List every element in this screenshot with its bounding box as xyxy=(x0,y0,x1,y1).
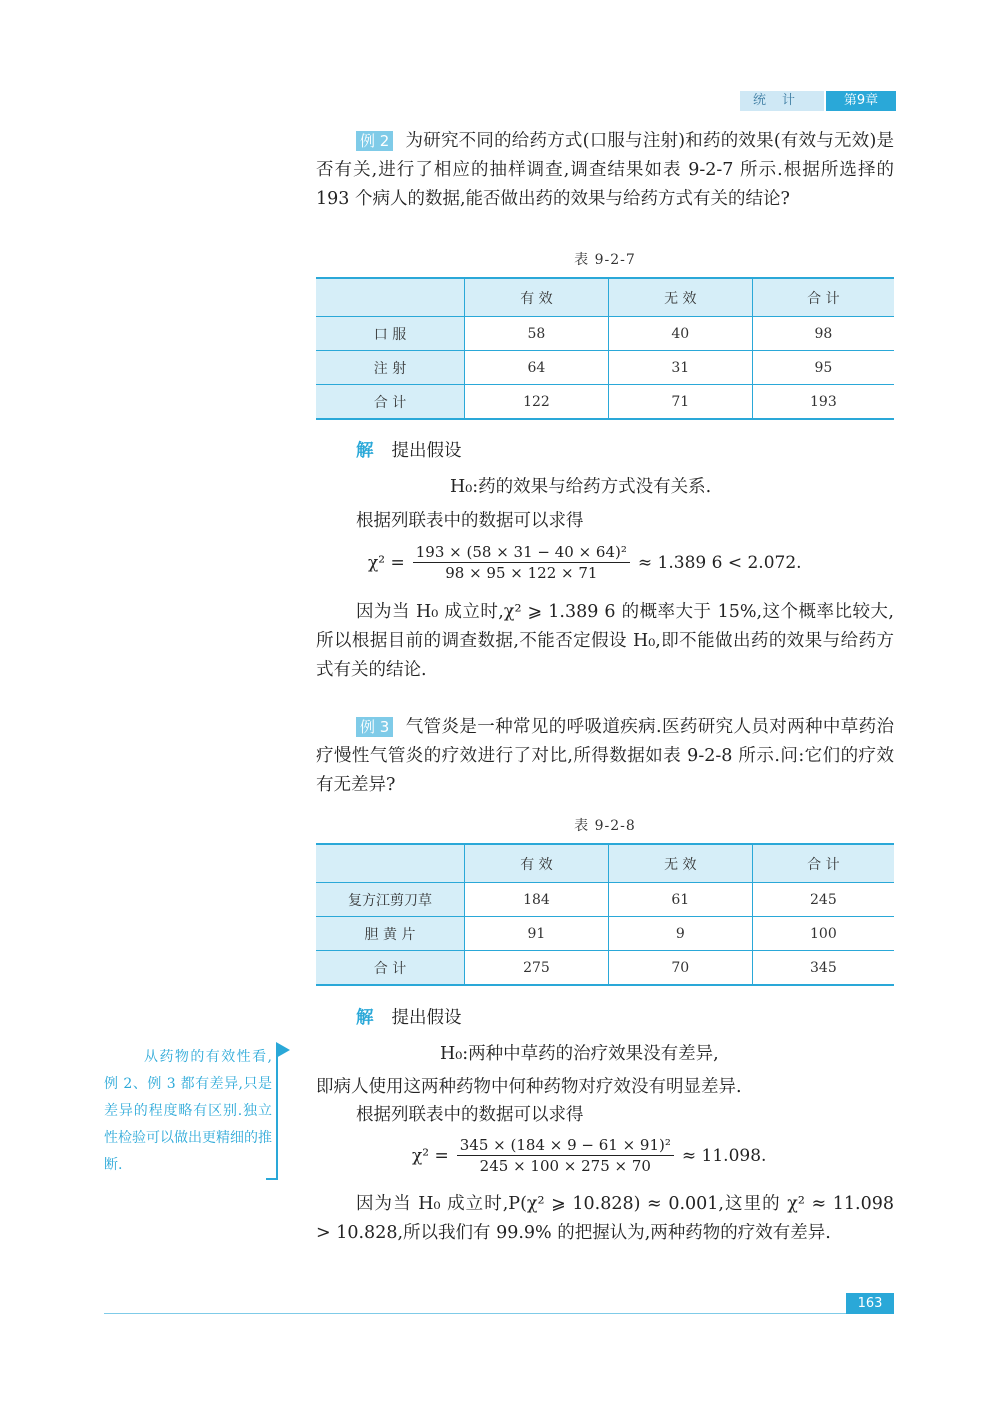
table-header-cell: 无 效 xyxy=(608,844,752,883)
table-2-caption: 表 9-2-8 xyxy=(574,818,636,834)
table-cell xyxy=(316,278,465,317)
formula-denominator: 245 × 100 × 275 × 70 xyxy=(479,1157,651,1175)
chapter-header xyxy=(740,91,896,111)
example-3-text xyxy=(316,713,894,800)
table-header-cell: 无 效 xyxy=(608,278,752,317)
example-2-tag: 例 2 xyxy=(356,131,393,151)
hypothesis-1: H₀:药的效果与给药方式没有关系. xyxy=(450,477,712,497)
side-note-arrow-icon xyxy=(276,1042,290,1058)
row-header-cell: 胆 黄 片 xyxy=(316,917,465,951)
table-row xyxy=(316,883,894,917)
table-row xyxy=(316,951,894,986)
table-header-cell: 有 效 xyxy=(465,844,609,883)
table-row xyxy=(316,351,894,385)
table-cell: 70 xyxy=(608,951,752,986)
chapter-label: 第9章 xyxy=(826,91,896,111)
example-3-body: 气管炎是一种常见的呼吸道疾病.医药研究人员对两种中草药治疗慢性气管炎的疗效进行了对比,所得数据如表 9-2-8 所示.问:它们的疗效有无差异? xyxy=(316,717,894,795)
table-2 xyxy=(316,843,894,986)
solution-label: 解 xyxy=(356,1008,374,1028)
chi-square-formula-2 xyxy=(412,1136,766,1175)
table-cell: 122 xyxy=(465,385,609,420)
table-row xyxy=(316,317,894,351)
solution-2-intro xyxy=(356,1004,894,1033)
conclusion-2: 因为当 H₀ 成立时,P(χ² ⩾ 10.828) ≈ 0.001,这里的 χ² ≈ 11.098 > 10.828,所以我们有 99.9% 的把握认为,两种药物的疗效有差异. xyxy=(316,1194,894,1243)
side-note-bracket-base xyxy=(266,1178,278,1180)
formula-numerator: 193 × (58 × 31 − 40 × 64)² xyxy=(413,543,630,563)
row-header-cell: 复方江剪刀草 xyxy=(316,883,465,917)
table-cell: 275 xyxy=(465,951,609,986)
table-cell: 61 xyxy=(608,883,752,917)
table-header-cell: 有 效 xyxy=(465,278,609,317)
table-cell: 71 xyxy=(608,385,752,420)
page-number: 163 xyxy=(846,1293,894,1314)
table-1 xyxy=(316,277,894,420)
chi-square-formula-1 xyxy=(368,543,802,582)
table-row xyxy=(316,917,894,951)
side-note-bracket xyxy=(276,1048,278,1180)
row-header-cell: 合 计 xyxy=(316,385,465,420)
example-2-body: 为研究不同的给药方式(口服与注射)和药的效果(有效与无效)是否有关,进行了相应的抽样调查,调查结果如表 9-2-7 所示.根据所选择的 193 个病人的数据,能否做出药的效果与给药方式有关的结论? xyxy=(316,131,894,209)
table-1-caption: 表 9-2-7 xyxy=(574,252,636,268)
compute-1: 根据列联表中的数据可以求得 xyxy=(356,511,584,531)
table-cell: 64 xyxy=(465,351,609,385)
table-header-cell: 合 计 xyxy=(752,278,894,317)
table-cell: 245 xyxy=(752,883,894,917)
table-cell: 9 xyxy=(608,917,752,951)
table-cell: 184 xyxy=(465,883,609,917)
formula-rhs: ≈ 1.389 6 < 2.072. xyxy=(637,552,802,573)
row-header-cell: 注 射 xyxy=(316,351,465,385)
hypothesis-2: H₀:两种中草药的治疗效果没有差异, xyxy=(440,1044,719,1064)
table-cell: 345 xyxy=(752,951,894,986)
hypothesis-2-cont: 即病人使用这两种药物中何种药物对疗效没有明显差异. xyxy=(316,1077,742,1097)
formula-lhs: χ² = xyxy=(368,552,405,573)
solution-label: 解 xyxy=(356,441,374,461)
table-cell: 31 xyxy=(608,351,752,385)
formula-fraction xyxy=(413,543,630,582)
footer-divider xyxy=(104,1313,894,1314)
solution-1-intro xyxy=(356,437,894,466)
table-cell xyxy=(316,844,465,883)
solution-intro: 提出假设 xyxy=(391,1008,462,1028)
solution-intro: 提出假设 xyxy=(391,441,462,461)
compute-2: 根据列联表中的数据可以求得 xyxy=(356,1105,584,1125)
example-2-text xyxy=(316,127,894,214)
row-header-cell: 口 服 xyxy=(316,317,465,351)
table-cell: 91 xyxy=(465,917,609,951)
table-row xyxy=(316,844,894,883)
table-cell: 98 xyxy=(752,317,894,351)
formula-denominator: 98 × 95 × 122 × 71 xyxy=(445,564,598,582)
table-header-cell: 合 计 xyxy=(752,844,894,883)
row-header-cell: 合 计 xyxy=(316,951,465,986)
formula-rhs: ≈ 11.098. xyxy=(681,1145,767,1166)
table-row xyxy=(316,278,894,317)
formula-lhs: χ² = xyxy=(412,1145,449,1166)
conclusion-1: 因为当 H₀ 成立时,χ² ⩾ 1.389 6 的概率大于 15%,这个概率比较大,所以根据目前的调查数据,不能否定假设 H₀,即不能做出药的效果与给药方式有关的结论. xyxy=(316,602,894,680)
table-cell: 95 xyxy=(752,351,894,385)
table-row xyxy=(316,385,894,420)
example-3-tag: 例 3 xyxy=(356,717,393,737)
table-cell: 58 xyxy=(465,317,609,351)
side-note: 从药物的有效性看,例 2、例 3 都有差异,只是差异的程度略有区别.独立性检验可以做出更精细的推断. xyxy=(104,1049,272,1173)
formula-numerator: 345 × (184 × 9 − 61 × 91)² xyxy=(457,1136,674,1156)
section-title: 统计 xyxy=(740,91,824,111)
table-cell: 40 xyxy=(608,317,752,351)
table-cell: 100 xyxy=(752,917,894,951)
formula-fraction xyxy=(457,1136,674,1175)
table-cell: 193 xyxy=(752,385,894,420)
